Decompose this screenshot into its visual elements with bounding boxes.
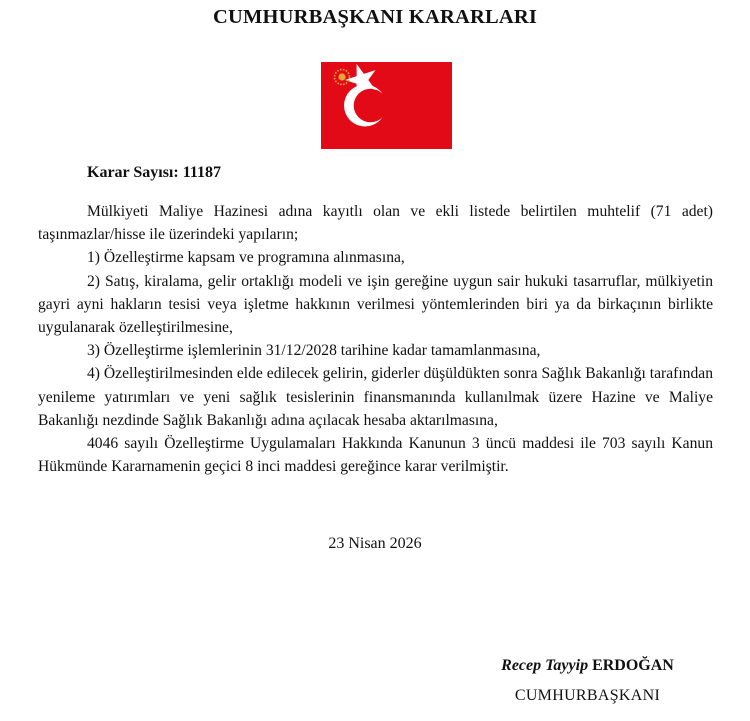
signatory-first-name: Recep Tayyip	[501, 657, 589, 674]
body-paragraph: 1) Özelleştirme kapsam ve programına alınmasına,	[87, 249, 405, 267]
signatory-title: CUMHURBAŞKANI	[514, 687, 661, 704]
body-paragraph: 4) Özelleştirilmesinden elde edilecek gelirin, giderler düşüldükten sonra Sağlık Bakanlığı tarafından yenileme yatırımları ve yeni sağlık tesislerinin finansmanında kullanılmak üzere Hazine ve Maliye Bakanlığı nezdinde Sağlık Bakanlığı adına açılacak hesaba aktarılmasına,	[38, 365, 713, 429]
body-paragraph: 2) Satış, kiralama, gelir ortaklığı modeli ve işin gereğine uygun sair hukuki tasarruflar, mülkiyetin gayri ayni hakların tesisi veya işletme hakkının verilmesi yöntemlerinden biri ya da birkaçının birlikte uygulanarak özelleştirilmesine,	[38, 272, 713, 337]
signatory-name	[470, 657, 705, 675]
crescent-inner	[354, 89, 388, 123]
decision-number: Karar Sayısı: 11187	[87, 164, 221, 181]
body-paragraph: 4046 sayılı Özelleştirme Uygulamaları Hakkında Kanunun 3 üncü maddesi ile 703 sayılı Kanun Hükmünde Kararnamenin geçici 8 inci maddesi gereğince karar verilmiştir.	[38, 435, 713, 476]
signatory-last-name: ERDOĞAN	[592, 657, 674, 674]
document-heading: CUMHURBAŞKANI KARARLARI	[212, 6, 538, 28]
decision-body	[38, 200, 713, 478]
body-paragraph: 3) Özelleştirme işlemlerinin 31/12/2028 tarihine kadar tamamlanmasına,	[87, 342, 541, 360]
decision-date: 23 Nisan 2026	[328, 535, 422, 552]
turkish-flag-icon	[321, 62, 452, 149]
body-paragraph: Mülkiyeti Maliye Hazinesi adına kayıtlı olan ve ekli listede belirtilen muhtelif (71 adet) taşınmazlar/hisse ile üzerindeki yapıların;	[38, 203, 713, 244]
